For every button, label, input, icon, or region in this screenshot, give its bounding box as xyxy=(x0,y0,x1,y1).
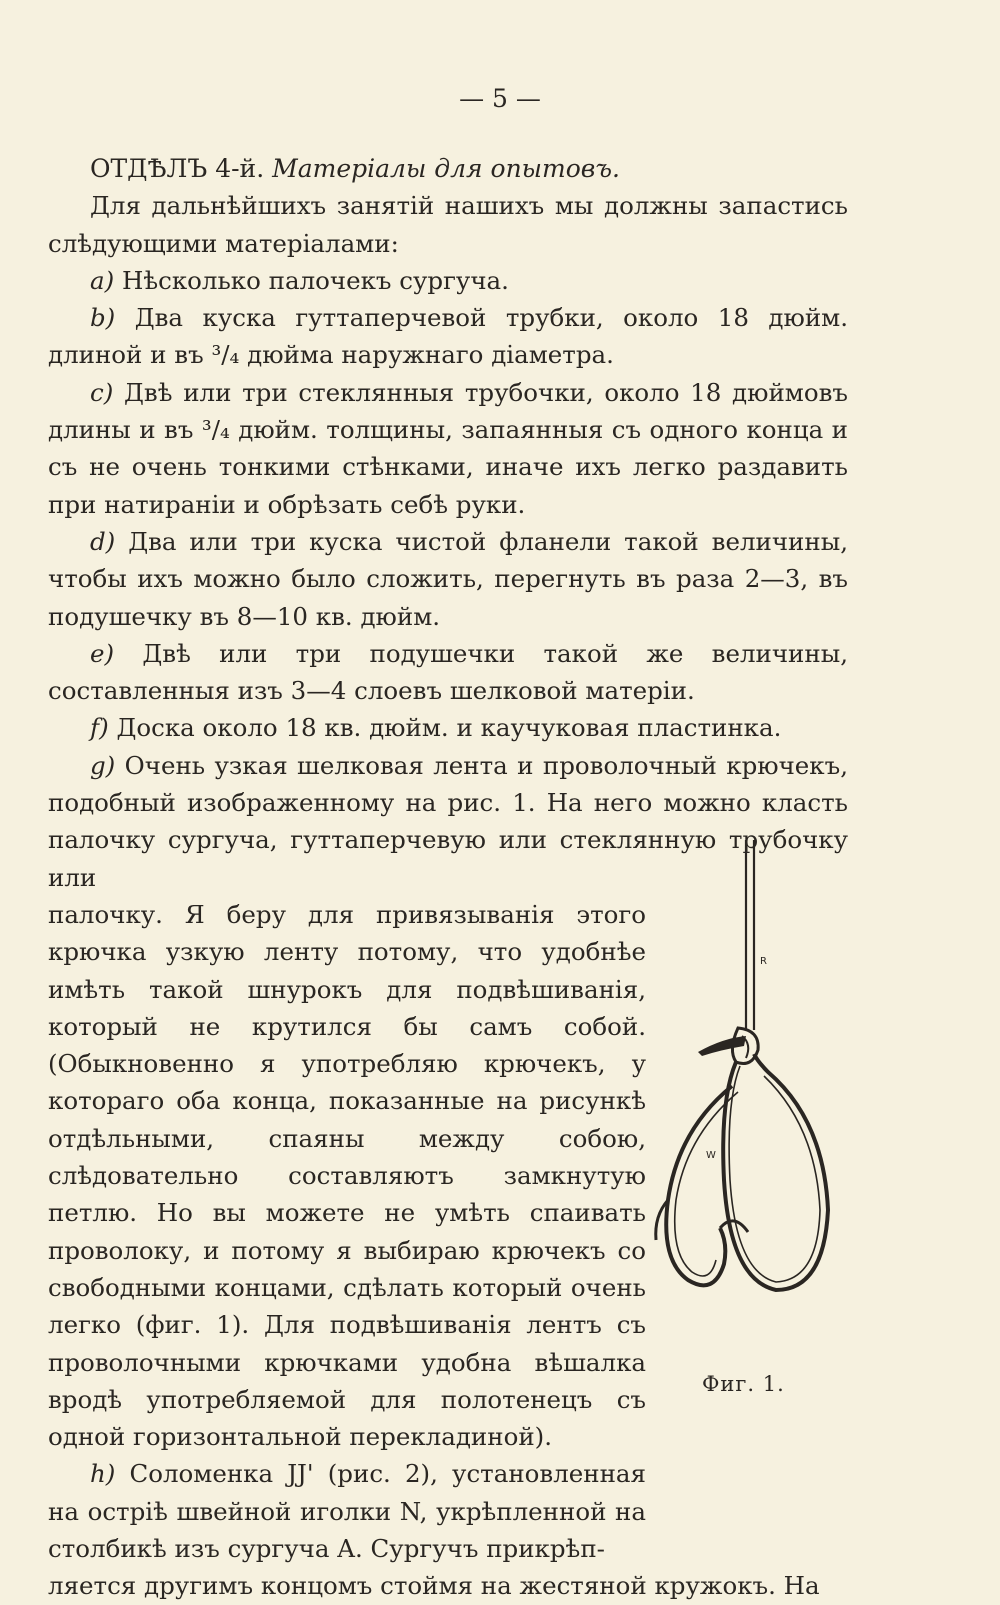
item-a-letter: a) xyxy=(90,265,115,295)
item-c xyxy=(48,374,848,523)
item-d xyxy=(48,523,848,635)
item-f-letter: f) xyxy=(90,713,109,743)
item-e xyxy=(48,635,848,710)
figure-1 xyxy=(648,840,858,1400)
item-e-letter: e) xyxy=(90,638,115,668)
item-f xyxy=(48,709,848,746)
section-title: Матеріалы для опытовъ. xyxy=(272,154,620,183)
item-d-text: Два или три куска чистой фланели такой величины, чтобы ихъ можно было сложить, перегнуть въ раза 2—3, въ подушечку въ 8—10 кв. дюйм. xyxy=(48,526,848,631)
item-f-text: Доска около 18 кв. дюйм. и каучуковая пластинка. xyxy=(116,713,782,743)
item-c-letter: c) xyxy=(90,377,114,407)
section-heading xyxy=(48,150,848,187)
item-h-text: Соломенка JJ' (рис. 2), установленная на остріѣ швейной иголки N, укрѣпленной на столбикѣ изъ сургуча A. Сургучъ прикрѣп- xyxy=(48,1459,646,1563)
item-g-continuation: палочку. Я беру для привязыванія этого крючка узкую ленту потому, что удобнѣе имѣть такой шнурокъ для подвѣшиванія, который не крутился бы самъ собой. (Обыкновенно я употребляю крючекъ, у котораго оба конца, показанные на рисункѣ отдѣльными, спаяны между собою, слѣдовательно составляютъ замкнутую петлю. Но вы можете не умѣть спаивать проволоку, и потому я выбираю крючекъ со свободными концами, сдѣлать который очень легко (фиг. 1). Для подвѣшиванія лентъ съ проволочными крючками удобна вѣшалка вродѣ употребляемой для полотенецъ съ одной горизонтальной перекладиной). xyxy=(48,899,646,1452)
item-g-text: Очень узкая шелковая лента и проволочный крючекъ, подобный изображенному на рис. 1. На него можно класть палочку сургуча, гуттаперчевую или стеклянную трубочку или xyxy=(48,750,848,892)
item-b-text: Два куска гуттаперчевой трубки, около 18 дюйм. длиной и въ ³/₄ дюйма наружнаго діаметра. xyxy=(48,303,848,370)
item-e-text: Двѣ или три подушечки такой же величины, составленныя изъ 3—4 слоевъ шелковой матеріи. xyxy=(48,638,848,706)
item-g-letter: g) xyxy=(90,750,116,780)
hook-illustration xyxy=(648,840,858,1370)
wire-label: W xyxy=(706,1150,716,1161)
figure-caption: Фиг. 1. xyxy=(702,1372,785,1396)
section-label: ОТДѢЛЪ 4-й. xyxy=(90,154,265,183)
item-a-text: Нѣсколько палочекъ сургуча. xyxy=(121,265,509,295)
item-c-text: Двѣ или три стеклянныя трубочки, около 18 дюймовъ длины и въ ³/₄ дюйм. толщины, запаянныя съ одного конца и съ не очень тонкими стѣнками, иначе ихъ легко раздавить при натираніи и обрѣзать себѣ руки. xyxy=(48,377,848,519)
item-h-continuation: ляется другимъ концомъ стоймя на жестяной кружокъ. На xyxy=(48,1571,820,1601)
item-a xyxy=(48,262,848,299)
item-b-letter: b) xyxy=(90,303,116,333)
page-number: — 5 — xyxy=(459,84,541,113)
item-b xyxy=(48,299,848,374)
item-d-letter: d) xyxy=(90,526,116,556)
ribbon-label: R xyxy=(760,956,767,967)
item-h-letter: h) xyxy=(90,1459,116,1489)
item-h xyxy=(48,1455,646,1567)
intro-paragraph: Для дальнѣйшихъ занятій нашихъ мы должны запастись слѣдующими матеріалами: xyxy=(48,191,848,258)
